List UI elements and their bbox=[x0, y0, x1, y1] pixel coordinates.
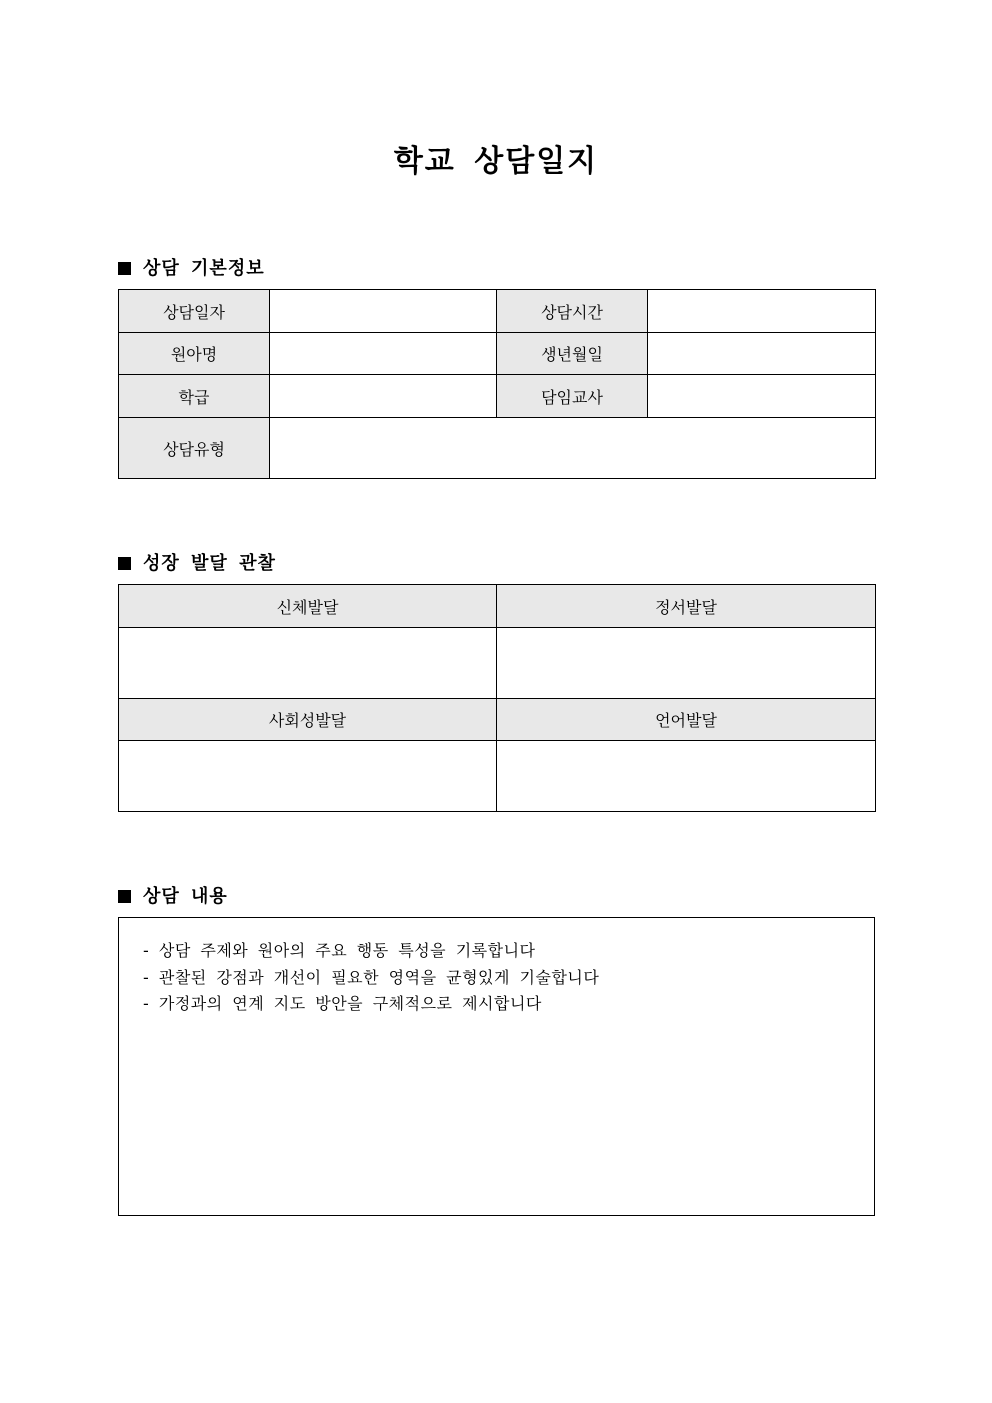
type-label: 상담유형 bbox=[119, 418, 270, 479]
section-heading-label: 상담 내용 bbox=[143, 886, 228, 907]
section-heading-basic-info bbox=[118, 254, 265, 280]
counseling-notes-list bbox=[119, 918, 874, 1018]
birthdate-label: 생년월일 bbox=[497, 333, 648, 375]
date-label: 상담일자 bbox=[119, 290, 270, 333]
time-field[interactable] bbox=[648, 290, 876, 333]
physical-field[interactable] bbox=[119, 628, 497, 699]
square-bullet-icon bbox=[118, 890, 131, 903]
basic-info-table bbox=[118, 289, 876, 479]
language-field[interactable] bbox=[497, 741, 876, 812]
child-name-field[interactable] bbox=[270, 333, 497, 375]
teacher-field[interactable] bbox=[648, 375, 876, 418]
note-item: - 관찰된 강점과 개선이 필요한 영역을 균형있게 기술합니다 bbox=[143, 967, 600, 987]
counseling-notes-box[interactable] bbox=[118, 917, 875, 1216]
emotional-field[interactable] bbox=[497, 628, 876, 699]
section-heading-counseling bbox=[118, 882, 228, 908]
section-heading-label: 상담 기본정보 bbox=[143, 258, 265, 279]
note-item: - 가정과의 연계 지도 방안을 구체적으로 제시합니다 bbox=[143, 994, 542, 1013]
physical-header: 신체발달 bbox=[119, 585, 497, 628]
section-heading-development bbox=[118, 549, 276, 575]
square-bullet-icon bbox=[118, 262, 131, 275]
class-field[interactable] bbox=[270, 375, 497, 418]
development-table bbox=[118, 584, 876, 812]
time-label: 상담시간 bbox=[497, 290, 648, 333]
class-label: 학급 bbox=[119, 375, 270, 418]
note-item: - 상담 주제와 원아의 주요 행동 특성을 기록합니다 bbox=[143, 941, 536, 960]
social-header: 사회성발달 bbox=[119, 699, 497, 741]
date-field[interactable] bbox=[270, 290, 497, 333]
document-title: 학교 상담일지 bbox=[393, 144, 599, 179]
social-field[interactable] bbox=[119, 741, 497, 812]
section-heading-label: 성장 발달 관찰 bbox=[143, 553, 276, 574]
type-field[interactable] bbox=[270, 418, 876, 479]
emotional-header: 정서발달 bbox=[497, 585, 876, 628]
birthdate-field[interactable] bbox=[648, 333, 876, 375]
language-header: 언어발달 bbox=[497, 699, 876, 741]
teacher-label: 담임교사 bbox=[497, 375, 648, 418]
child-name-label: 원아명 bbox=[119, 333, 270, 375]
square-bullet-icon bbox=[118, 557, 131, 570]
